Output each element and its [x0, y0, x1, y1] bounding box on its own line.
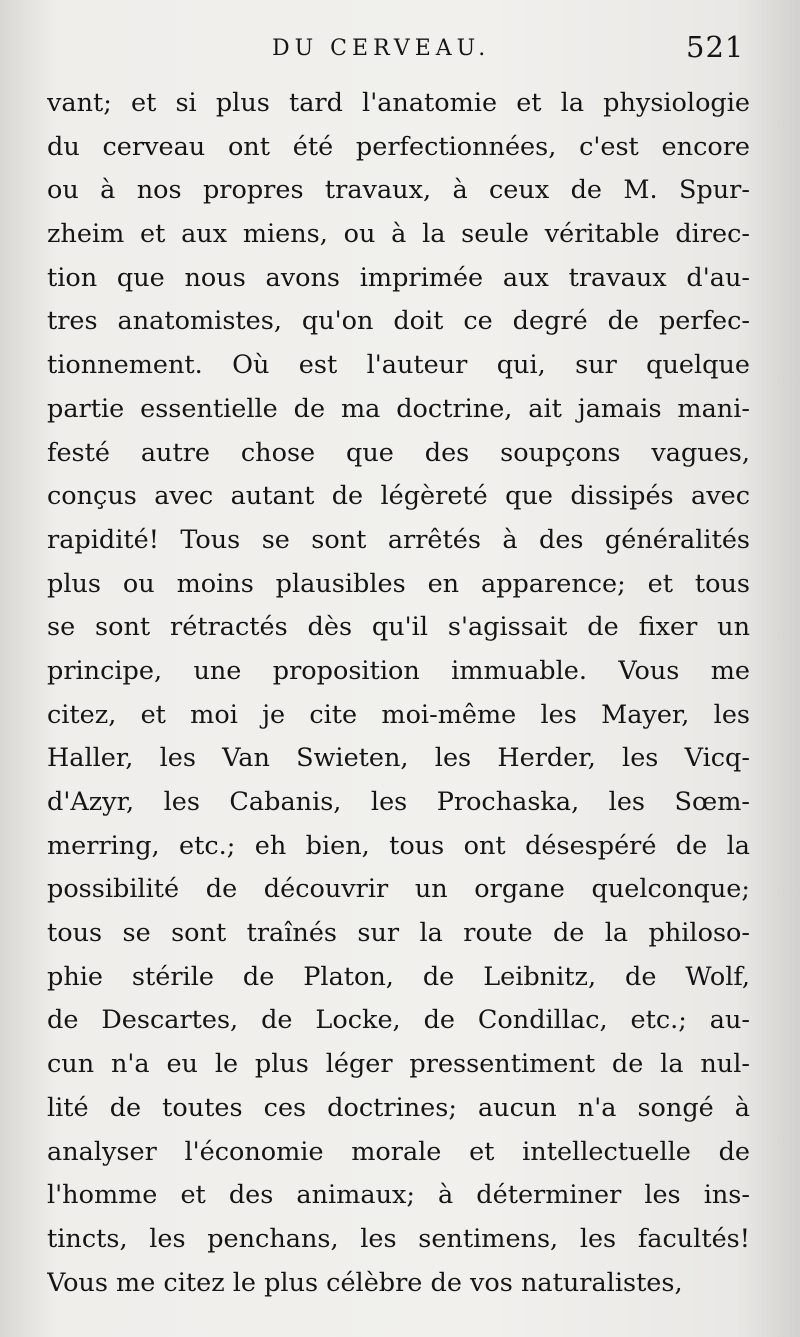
text-line: se sont rétractés dès qu'il s'agissait de fixer un: [47, 612, 750, 643]
text-line: conçus avec autant de légèreté que dissipés avec: [47, 481, 750, 512]
text-line: zheim et aux miens, ou à la seule véritable direc-: [47, 219, 750, 250]
text-line: plus ou moins plausibles en apparence; et tous: [47, 568, 750, 599]
text-line: tion que nous avons imprimée aux travaux d'au-: [47, 262, 750, 293]
text-line: de Descartes, de Locke, de Condillac, etc.; au-: [47, 1005, 750, 1036]
text-line: l'homme et des animaux; à déterminer les ins-: [47, 1180, 750, 1211]
page-number: 521: [686, 30, 745, 64]
text-line: d'Azyr, les Cabanis, les Prochaska, les Sœm-: [47, 787, 750, 817]
text-line: tres anatomistes, qu'on doit ce degré de perfec-: [47, 306, 750, 337]
text-line: lité de toutes ces doctrines; aucun n'a songé à: [47, 1092, 750, 1123]
text-line: merring, etc.; eh bien, tous ont désespéré de la: [47, 830, 750, 861]
text-line: possibilité de découvrir un organe quelconque;: [47, 874, 750, 905]
text-line: phie stérile de Platon, de Leibnitz, de Wolf,: [47, 961, 750, 992]
text-line: cun n'a eu le plus léger pressentiment de la nul-: [47, 1049, 750, 1080]
text-line: rapidité! Tous se sont arrêtés à des généralités: [47, 524, 750, 555]
text-line: analyser l'économie morale et intellectuelle de: [47, 1136, 750, 1167]
text-line: Vous me citez le plus célèbre de vos naturalistes,: [47, 1267, 683, 1298]
running-head-title: DU CERVEAU.: [272, 36, 491, 61]
text-line: principe, une proposition immuable. Vous me: [47, 655, 750, 686]
text-line: ou à nos propres travaux, à ceux de M. Spur-: [47, 175, 750, 206]
text-line: tous se sont traînés sur la route de la philoso-: [47, 918, 750, 949]
body-text: [47, 82, 750, 1305]
text-line: partie essentielle de ma doctrine, ait jamais mani-: [47, 393, 750, 424]
text-line: tincts, les penchans, les sentimens, les facultés!: [47, 1223, 750, 1254]
running-head: [0, 30, 800, 70]
text-line: vant; et si plus tard l'anatomie et la physiologie: [47, 88, 750, 118]
text-line: citez, et moi je cite moi-même les Mayer, les: [47, 699, 750, 730]
text-line: du cerveau ont été perfectionnées, c'est encore: [47, 131, 750, 162]
text-line: festé autre chose que des soupçons vagues,: [47, 437, 750, 468]
text-line: Haller, les Van Swieten, les Herder, les Vicq-: [47, 743, 750, 774]
text-line: tionnement. Où est l'auteur qui, sur quelque: [47, 350, 750, 381]
